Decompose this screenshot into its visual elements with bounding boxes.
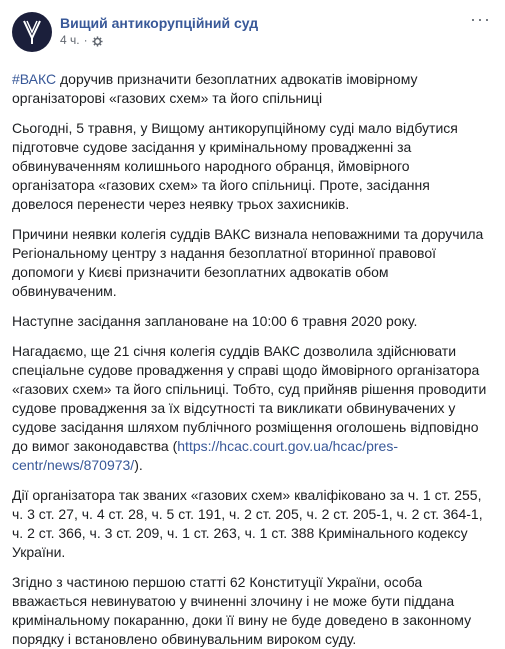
news-link[interactable]: https://hcac.court.gov.ua/hcac/pres-centr/news/870973/ bbox=[12, 438, 399, 473]
paragraph-3: Наступне засідання заплановане на 10:00 6 травня 2020 року. bbox=[12, 313, 418, 329]
post-timestamp[interactable]: 4 ч. bbox=[60, 33, 80, 47]
post-body bbox=[12, 70, 493, 649]
paragraph-5: Дії організатора так званих «газових схем» кваліфіковано за ч. 1 ст. 255, ч. 3 ст. 27, ч. 4 ст. 28, ч. 5 ст. 191, ч. 2 ст. 205, ч. 2 ст. 205-1, ч. 2 ст. 364-1, ч. 2 ст. 366, ч. 3 ст. 209, ч. 1 ст. 263, ч. 1 ст. 388 Кримінального кодексу України. bbox=[12, 487, 483, 560]
more-options-icon[interactable]: ··· bbox=[470, 9, 491, 29]
paragraph-4-end: ). bbox=[134, 457, 143, 473]
gear-icon[interactable] bbox=[92, 35, 103, 46]
post-headline bbox=[12, 70, 493, 108]
court-emblem-icon[interactable] bbox=[12, 12, 52, 52]
page-name-link[interactable]: Вищий антикорупційний суд bbox=[60, 15, 259, 31]
paragraph-4-text: Нагадаємо, ще 21 січня колегія суддів ВАКС дозволила здійснювати спеціальне судове провадження у справі щодо ймовірного організатора «газових схем» та його спільниці. Тобто, суд прийняв рішення проводити судове провадження за їх відсутності та викликати обвинувачених у судове засідання шляхом публічного розміщення оголошень відповідно до вимог законодавства ( bbox=[12, 343, 487, 454]
paragraph-2: Причини неявки колегія суддів ВАКС визнала неповажними та доручила Регіональному центру з надання безоплатної вторинної правової допомоги у Києві призначити безоплатних адвокатів обом обвинуваченим. bbox=[12, 226, 484, 299]
paragraph-1: Сьогодні, 5 травня, у Вищому антикорупційному суді мало відбутися підготовче судове засідання у кримінальному провадженні за обвинуваченням колишнього народного обранця, ймовірного організатора «газових схем» та його спільниці. Проте, засідання довелося перенести через неявку трьох захисників. bbox=[12, 120, 458, 212]
post-header bbox=[12, 9, 493, 58]
post-meta bbox=[60, 12, 258, 48]
hashtag-link[interactable]: #ВАКС bbox=[12, 71, 57, 87]
headline-text: доручив призначити безоплатних адвокатів імовірному організаторові «газових схем» та його спільниці bbox=[12, 71, 418, 106]
paragraph-4 bbox=[12, 342, 493, 475]
post-subline bbox=[60, 32, 258, 48]
paragraph-6: Згідно з частиною першою статті 62 Конституції України, особа вважається невинуватою у вчиненні злочину і не може бути піддана кримінальному покаранню, доки її вину не буде доведено в законному порядку і встановлено обвинувальним вироком суду. bbox=[12, 574, 472, 647]
separator-dot: · bbox=[83, 33, 88, 47]
